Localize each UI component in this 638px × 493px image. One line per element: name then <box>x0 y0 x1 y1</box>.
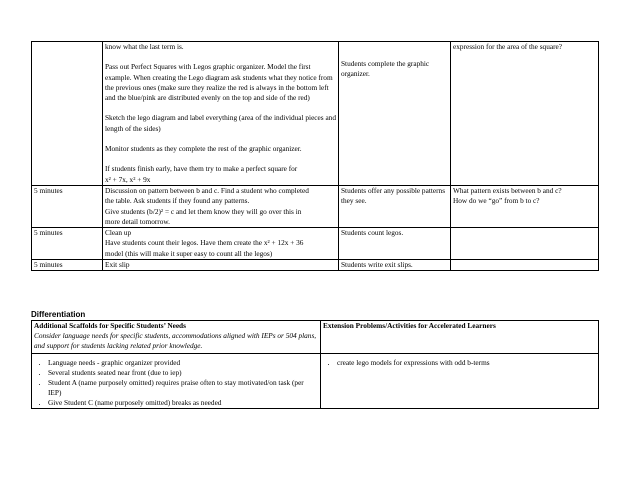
time-cell: 5 minutes <box>32 228 103 260</box>
extension-list <box>323 358 596 368</box>
scaffolds-header: Additional Scaffolds for Specific Students’ Needs <box>34 321 186 330</box>
student-activity-cell: Students offer any possible patterns they see. <box>339 185 451 227</box>
scaffolds-subtext: Consider language needs for specific students, accommodations aligned with IEPs or 504 plans, and support for students lacking related prior knowledge. <box>34 331 317 350</box>
activity-text: know what the last term is. <box>105 42 184 51</box>
list-item: • Several students seated near front (due to iep) <box>48 368 318 378</box>
time-cell <box>32 42 103 186</box>
question-text: What pattern exists between b and c? <box>453 185 562 195</box>
activity-formula: x² + 7x, x² + 9x <box>105 174 151 184</box>
scaffolds-list-cell <box>32 354 321 409</box>
activity-text: model (this will make it super easy to count all the legos) <box>105 248 273 258</box>
activity-text: Pass out Perfect Squares with Legos graphic organizer. Model the first example. When creating the Lego diagram ask students what they notice from the previous ones (make sure they realize the red is always in the bottom left and the blue/pink are distributed evenly on the top and side of the red) <box>105 62 333 103</box>
teacher-activity-cell <box>103 228 339 260</box>
differentiation-table <box>31 320 599 409</box>
activity-text: the table. Ask students if they found any patterns. <box>105 196 250 206</box>
activity-text <box>105 164 336 185</box>
student-activity-cell <box>339 42 451 186</box>
question-cell <box>451 260 599 271</box>
activity-text: Have students count their legos. Have them create the x² + 12x + 36 <box>105 238 304 248</box>
teacher-activity-cell <box>103 42 339 186</box>
time-cell: 5 minutes <box>32 260 103 271</box>
list-item: • Student A (name purposely omitted) requires praise often to stay motivated/on task (per IEP) <box>48 378 318 398</box>
extension-header-cell <box>321 321 599 354</box>
list-item: • Give Student C (name purposely omitted) breaks as needed <box>48 398 318 408</box>
table-row <box>32 185 599 227</box>
list-item: • Language needs - graphic organizer provided <box>48 358 318 368</box>
extension-list-cell <box>321 354 599 409</box>
activity-text: If students finish early, have them try to make a perfect square for <box>105 164 298 174</box>
table-row <box>32 354 599 409</box>
table-row <box>32 321 599 354</box>
student-activity-text: Students complete the graphic organizer. <box>341 59 430 79</box>
extension-header: Extension Problems/Activities for Accelerated Learners <box>323 321 496 330</box>
student-activity-cell: Students write exit slips. <box>339 260 451 271</box>
activity-text: Clean up <box>105 228 132 238</box>
activity-text: Sketch the lego diagram and label everything (area of the individual pieces and length of the sides) <box>105 113 336 133</box>
question-cell <box>451 42 599 186</box>
scaffolds-list <box>34 358 318 408</box>
student-activity-cell: Students count legos. <box>339 228 451 260</box>
lesson-plan-table <box>31 41 599 271</box>
question-text: expression for the area of the square? <box>453 42 562 51</box>
table-row <box>32 260 599 271</box>
question-cell <box>451 228 599 260</box>
list-item: • create lego models for expressions with odd b-terms <box>337 358 596 368</box>
teacher-activity-cell: Exit slip <box>103 260 339 271</box>
question-cell <box>451 185 599 227</box>
table-row <box>32 228 599 260</box>
table-row <box>32 42 599 186</box>
scaffolds-header-cell <box>32 321 321 354</box>
teacher-activity-cell <box>103 185 339 227</box>
activity-text: more detail tomorrow. <box>105 216 170 226</box>
activity-text: Give students (b/2)² = c and let them know they will go over this in <box>105 206 302 216</box>
question-text: How do we “go” from b to c? <box>453 196 540 206</box>
activity-text: Monitor students as they complete the rest of the graphic organizer. <box>105 144 302 154</box>
activity-text: Discussion on pattern between b and c. Find a student who completed <box>105 185 309 195</box>
time-cell: 5 minutes <box>32 185 103 227</box>
differentiation-heading: Differentiation <box>31 310 86 319</box>
